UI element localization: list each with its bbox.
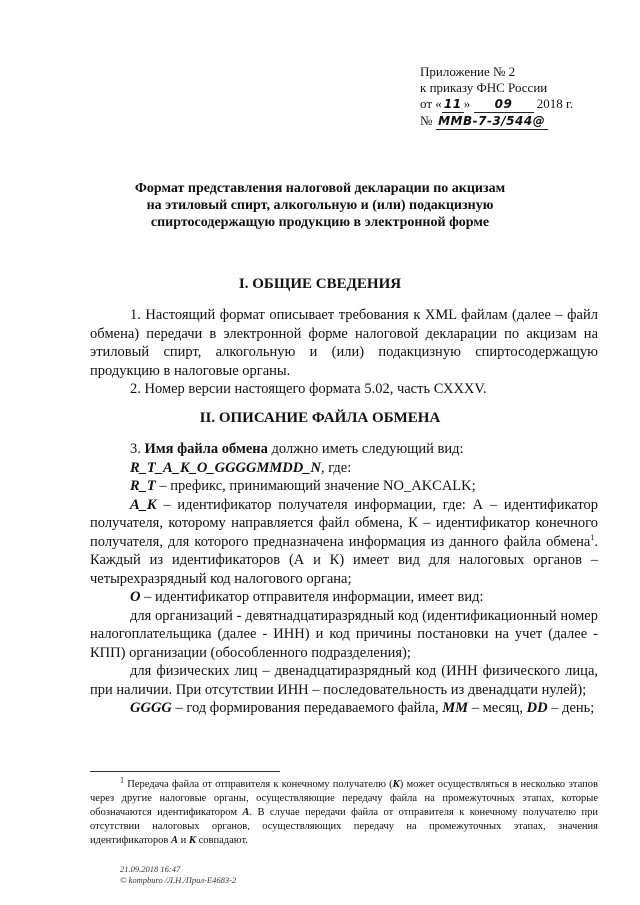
org-definition: для организаций - девятнадцатиразрядный код (идентификационный номер налогоплательщика (далее - ИНН) и код причины постановки на учет (далее - КПП) организации (обособленного подразделения); xyxy=(90,607,598,661)
ak-definition: A_K – идентификатор получателя информации, где: А – идентификатор получателя, которому направляется файл обмена, К – идентификатор конечного получателя, для которого предназначена информация из данного файла обмена$^1$. Каждый из идентификаторов (А и К) имеет вид для налоговых органов – четырехразрядный код налогового органа; xyxy=(90,496,598,587)
paragraph-2: 2. Номер версии настоящего формата 5.02, часть СХXXV. xyxy=(130,381,487,397)
annex-number: № ММВ-7-3/544@ xyxy=(420,113,573,130)
footnote-ref: 1 xyxy=(590,532,595,542)
annex-date-month: 09 xyxy=(474,96,534,113)
annex-date-day: 11 xyxy=(442,96,464,113)
person-definition: для физических лиц – двенадцатиразрядный код (ИНН физического лица, при наличии. При отсутствии ИНН – последовательность из двенадцати нулей); xyxy=(90,663,598,698)
section-2-body xyxy=(90,440,598,718)
paragraph-1: 1. Настоящий формат описывает требования к XML файлам (далее – файл обмена) передачи в электронной форме налоговой декларации по акцизам на этиловый спирт, алкогольную и (или) подакцизную спиртосодержащую продукцию в налоговые органы. xyxy=(90,307,598,379)
annex-number-value: ММВ-7-3/544@ xyxy=(436,113,548,130)
o-definition: O – идентификатор отправителя информации, имеет вид: xyxy=(130,589,484,605)
date-definition: GGGG – год формирования передаваемого файла, MM – месяц, DD – день; xyxy=(130,700,595,716)
paragraph-3: 3. Имя файла обмена должно иметь следующий вид: xyxy=(130,441,464,457)
annex-block xyxy=(420,64,573,130)
section-2-heading: II. ОПИСАНИЕ ФАЙЛА ОБМЕНА xyxy=(199,410,441,426)
file-name-pattern: R_T_A_K_O_GGGGMMDD_N, где: xyxy=(130,459,352,476)
footnote-divider xyxy=(90,771,280,772)
section-1-heading: I. ОБЩИЕ СВЕДЕНИЯ xyxy=(238,276,402,292)
section-1-body xyxy=(90,306,598,399)
rt-definition: R_T – префикс, принимающий значение NO_AKCALK; xyxy=(130,478,476,494)
print-stamp: 21.09.2018 16:47 © kompburo /Л.Н./Прил-Е4683-2 xyxy=(120,864,237,885)
annex-title: Приложение № 2 xyxy=(420,64,516,79)
annex-date: от « 11 » 09 2018 г. xyxy=(420,96,574,111)
annex-order: к приказу ФНС России xyxy=(420,80,548,95)
document-title: Формат представления налоговой декларации по акцизам на этиловый спирт, алкогольную и (или) подакцизную спиртосодержащую продукцию в электронной форме xyxy=(134,181,506,230)
footnote: $^1$ Передача файла от отправителя к конечному получателю (К) может осуществляться в несколько этапов через другие налоговые органы, осуществляющие передачу файла на промежуточных этапах, которые обозначаются идентификатором А. В случае передачи файла от отправителя к конечному получателю при отсутствии налоговых органов, осуществляющих передачу на промежуточных этапах, значения идентификаторов А и К совпадают. xyxy=(90,775,598,846)
